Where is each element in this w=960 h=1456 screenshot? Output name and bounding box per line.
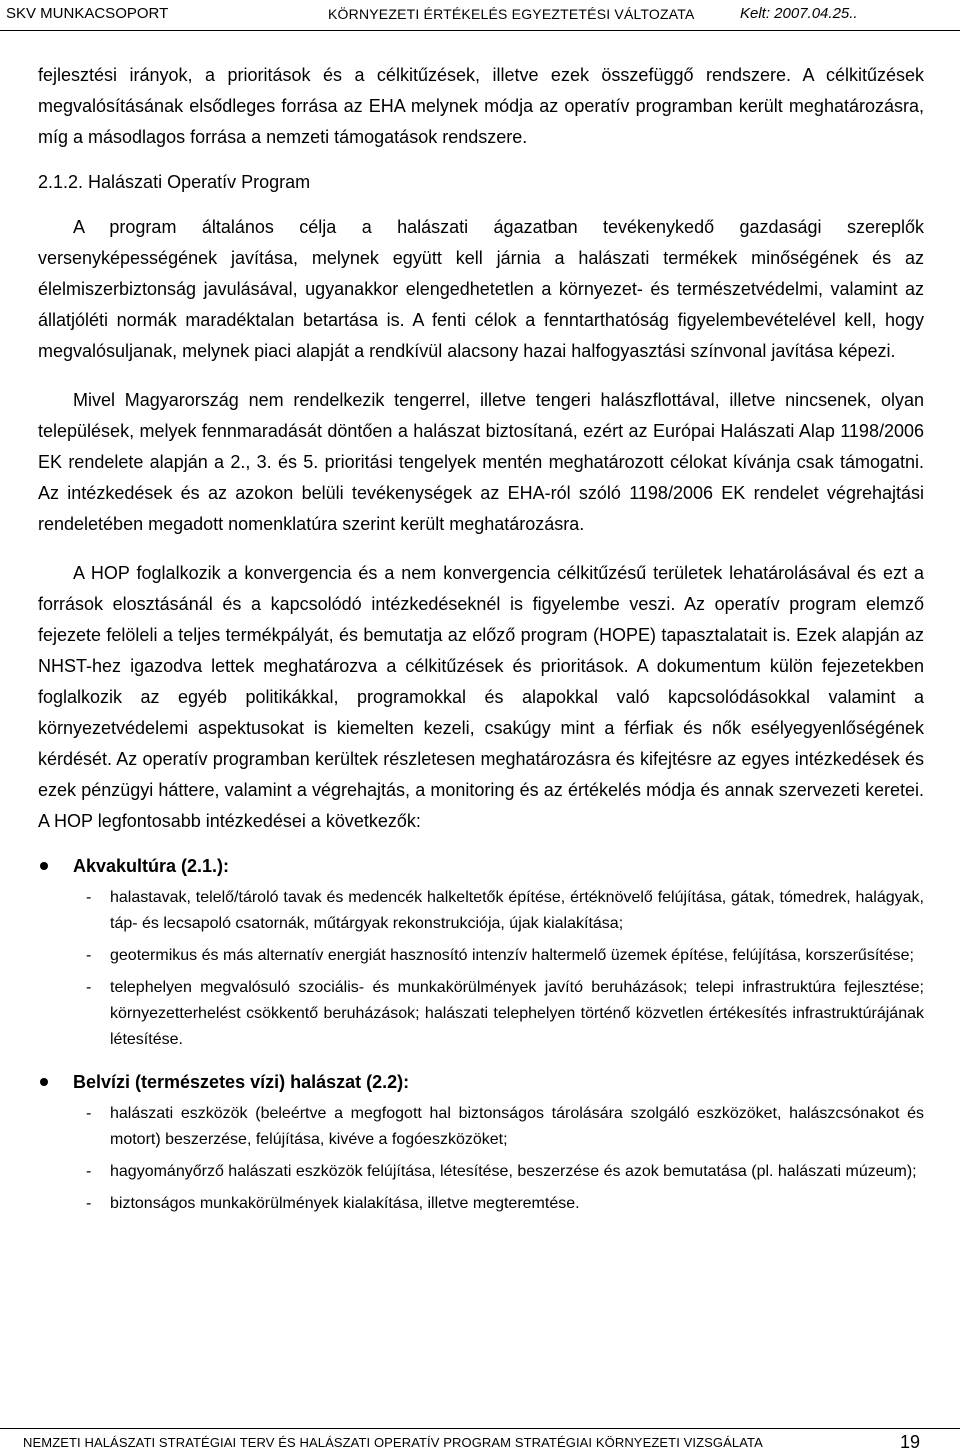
header-title: KÖRNYEZETI ÉRTÉKELÉS EGYEZTETÉSI VÁLTOZATA xyxy=(328,6,695,22)
dash-icon: - xyxy=(86,1195,92,1212)
footer-title: NEMZETI HALÁSZATI STRATÉGIAI TERV ÉS HALÁSZATI OPERATÍV PROGRAM STRATÉGIAI KÖRNYEZETI VIZSGÁLATA xyxy=(23,1435,763,1450)
page-header xyxy=(0,0,960,31)
section-paragraph-3: A HOP foglalkozik a konvergencia és a nem konvergencia célkitűzésű területek lehatárolásával és ezt a források elosztásánál és a kapcsolódó intézkedéseknél is figyelembe veszi. Az operatív program elemző fejezete felöleli a teljes termékpályát, és bemutatja az előző program (HOPE) tapasztalatait is. Ezek alapján az NHST-hez igazodva lettek meghatározva a célkitűzések és prioritások. A dokumentum külön fejezetekben foglalkozik az egyéb politikákkal, programokkal és alapokkal való kapcsolódásokkal valamint a környezetvédelemi aspektusokat is kiemelten kezeli, csakúgy mint a férfiak és nők esélyegyenlőségének kérdését. Az operatív programban kerültek részletesen meghatározásra és kifejtésre az egyes intézkedések és ezek pénzügyi háttere, valamint a végrehajtás, a monitoring és az értékelés módja és annak szervezeti keretei. A HOP legfontosabb intézkedései a következők: xyxy=(38,563,924,831)
list-item-text: telephelyen megvalósuló szociális- és munkakörülmények javító beruházások; telepi infrastruktúra fejlesztése; környezetterhelést csökkentő beruházások; halászati telephelyen történő közvetlen értékesítés infrastruktúrájának létesítése. xyxy=(110,979,924,1048)
section-paragraph-2: Mivel Magyarország nem rendelkezik tengerrel, illetve tengeri halászflottával, illetve nincsenek, olyan települések, melyek fennmaradását döntően a halászat biztosítaná, ezért az Európai Halászati Alap 1198/2006 EK rendelete alapján a 2., 3. és 5. prioritási tengelyek mentén meghatározott célokat kívánja csak támogatni. Az intézkedések és az azokon belüli tevékenységek az EHA-ról szóló 1198/2006 EK rendelet végrehajtási rendeletében megadott nomenklatúra szerint került meghatározásra. xyxy=(38,390,924,534)
page-content xyxy=(38,60,924,1223)
section-paragraph-1: A program általános célja a halászati ágazatban tevékenykedő gazdasági szereplők versenyképességének javítása, melynek együtt kell járnia a halászati termékek minőségének és az élelmiszerbiztonság javulásával, ugyanakkor elengedhetetlen a környezet- és természetvédelmi, valamint az állatjóléti normák maradéktalan betartása is. A fenti célok a fenntarthatóság figyelembevételével kell, hogy megvalósuljanak, melynek piaci alapját a rendkívül alacsony hazai halfogyasztási színvonal javítása képezi. xyxy=(38,217,924,361)
list-item xyxy=(38,975,924,1053)
dash-icon: - xyxy=(86,1105,92,1122)
list-item-text: halastavak, telelő/tároló tavak és medencék halkeltetők építése, értéknövelő felújítása, gátak, tómedrek, halágyak, táp- és lecsapoló csatornák, műtárgyak rekonstrukciója, újak kialakítása; xyxy=(110,889,924,932)
bullet-heading xyxy=(38,851,924,881)
bullet-title: Akvakultúra (2.1.): xyxy=(73,856,230,876)
header-date: Kelt: 2007.04.25.. xyxy=(740,5,858,22)
intro-paragraph: fejlesztési irányok, a prioritások és a célkitűzések, illetve ezek összefüggő rendszere. A célkitűzések megvalósításának elsődleges forrása az EHA melynek módja az operatív programban került meghatározásra, míg a másodlagos forrása a nemzeti támogatások rendszere. xyxy=(38,65,924,147)
dash-icon: - xyxy=(86,979,92,996)
list-item xyxy=(38,1159,924,1185)
list-item-text: biztonságos munkakörülmények kialakítása, illetve megteremtése. xyxy=(110,1195,580,1212)
bullet-group-1 xyxy=(38,851,924,1053)
list-item xyxy=(38,1191,924,1217)
dash-icon: - xyxy=(86,1163,92,1180)
list-item xyxy=(38,1101,924,1153)
bullet-heading xyxy=(38,1067,924,1097)
section-title: 2.1.2. Halászati Operatív Program xyxy=(38,172,311,192)
dash-icon: - xyxy=(86,889,92,906)
bullet-title: Belvízi (természetes vízi) halászat (2.2): xyxy=(73,1072,410,1092)
dash-icon: - xyxy=(86,947,92,964)
page-footer xyxy=(0,1428,960,1456)
list-item-text: halászati eszközök (beleértve a megfogott hal biztonságos tárolására szolgáló eszközöket, halászcsónakot és motort) beszerzése, felújítása, kivéve a fogóeszközöket; xyxy=(110,1105,924,1148)
list-item-text: geotermikus és más alternatív energiát hasznosító intenzív haltermelő üzemek építése, felújítása, korszerűsítése; xyxy=(110,947,914,964)
list-item xyxy=(38,885,924,937)
bullet-group-2 xyxy=(38,1067,924,1217)
page-number: 19 xyxy=(900,1432,921,1452)
bullet-dot-icon xyxy=(40,862,48,870)
list-item-text: hagyományőrző halászati eszközök felújítása, létesítése, beszerzése és azok bemutatása (pl. halászati múzeum); xyxy=(110,1163,917,1180)
list-item xyxy=(38,943,924,969)
header-org: SKV MUNKACSOPORT xyxy=(6,5,169,22)
bullet-dot-icon xyxy=(40,1078,48,1086)
